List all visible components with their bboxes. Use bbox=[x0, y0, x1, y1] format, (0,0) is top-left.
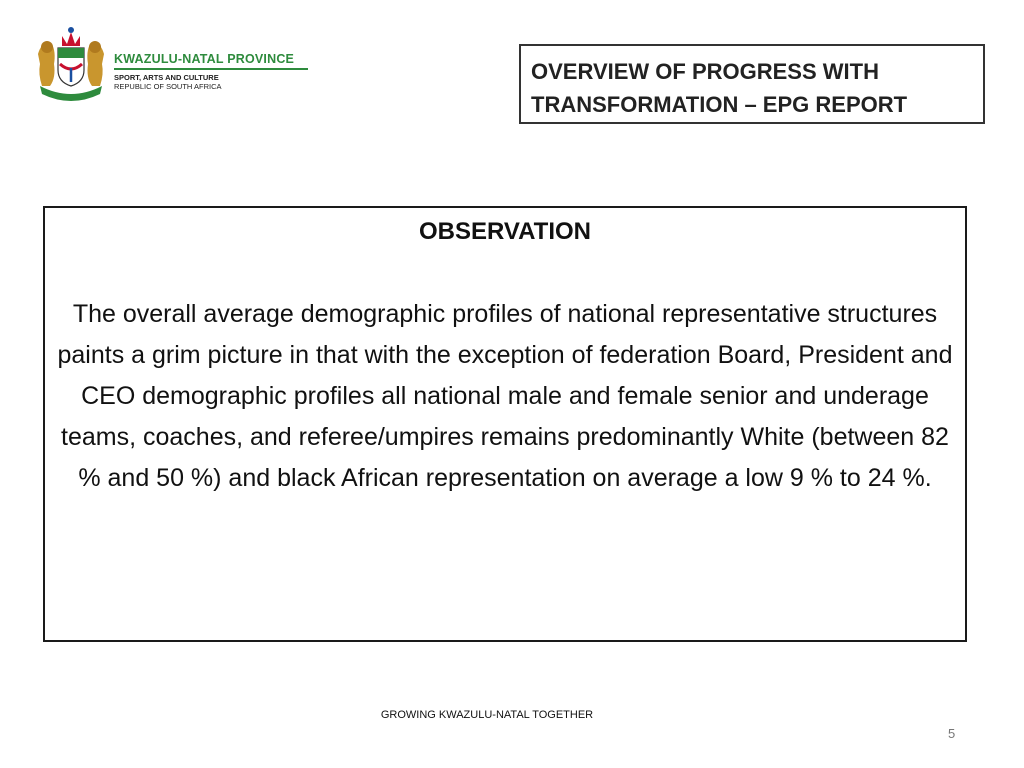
slide-title-box bbox=[519, 44, 985, 124]
coat-of-arms-icon bbox=[34, 24, 108, 102]
divider bbox=[114, 68, 308, 70]
page-number: 5 bbox=[948, 726, 956, 741]
organisation-name-block bbox=[114, 52, 308, 91]
country-name: REPUBLIC OF SOUTH AFRICA bbox=[114, 82, 222, 91]
slide-title-line-1: OVERVIEW OF PROGRESS WITH bbox=[531, 59, 879, 84]
department-name: SPORT, ARTS AND CULTURE bbox=[114, 73, 219, 82]
observation-text: The overall average demographic profiles of national representative structures paints a grim picture in that with the exception of federation Board, President and CEO demographic profiles all national male and female senior and underage teams, coaches, and referee/umpires remains predominantly White (between 82 % and 50 %) and black African representation on average a low 9 % to 24 %. bbox=[57, 300, 953, 492]
observation-box bbox=[43, 206, 967, 642]
footer-slogan: GROWING KWAZULU-NATAL TOGETHER bbox=[380, 709, 594, 721]
province-name: KWAZULU-NATAL PROVINCE bbox=[114, 52, 295, 66]
provincial-logo bbox=[34, 24, 324, 104]
observation-heading: OBSERVATION bbox=[418, 218, 592, 245]
slide-title-line-2: TRANSFORMATION – EPG REPORT bbox=[531, 92, 908, 117]
